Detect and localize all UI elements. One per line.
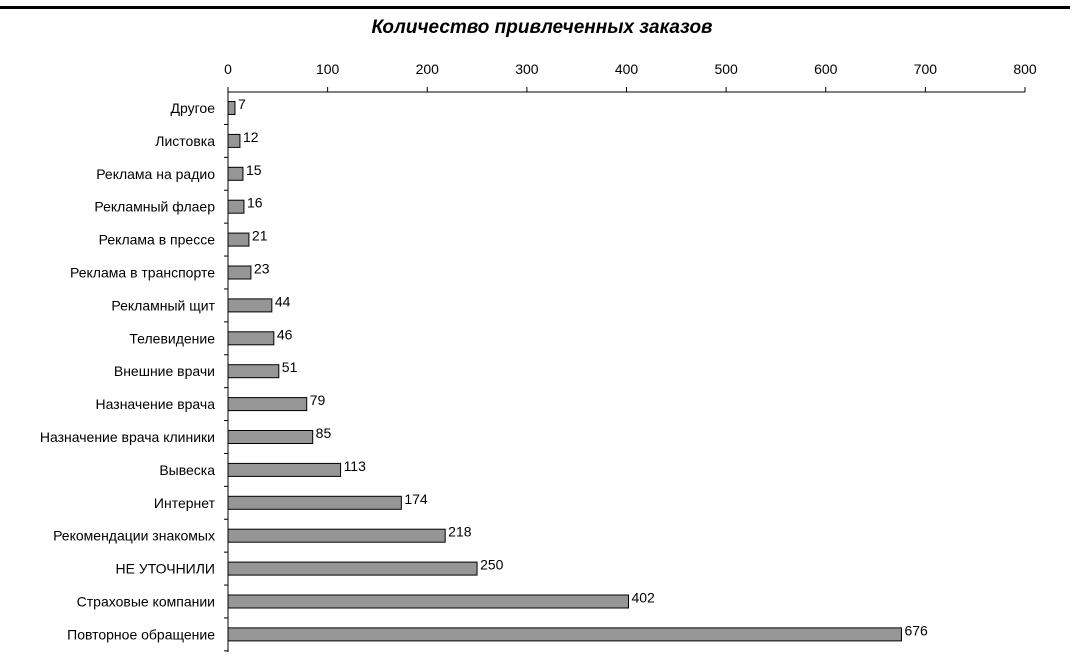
bar [228,628,901,641]
bar [228,299,272,312]
category-label: Страховые компании [76,593,215,610]
data-label: 12 [242,128,259,145]
bar [228,200,244,213]
x-tick-label: 0 [224,61,232,77]
data-label: 44 [274,293,291,310]
category-label: Вывеска [159,461,215,478]
data-label: 46 [276,326,293,343]
data-label: 51 [281,359,298,376]
category-label: Реклама в прессе [98,231,215,248]
bar [228,167,243,180]
data-label: 23 [253,260,270,277]
category-label: Назначение врача клиники [39,429,215,445]
category-label: Внешние врачи [113,363,215,380]
category-label: Листовка [155,132,215,149]
data-label: 676 [904,622,928,639]
bar [228,102,235,115]
bar [228,332,274,345]
x-tick-label: 500 [714,61,738,77]
x-tick-label: 400 [614,61,639,77]
category-label: Назначение врача [95,396,215,413]
category-label: НЕ УТОЧНИЛИ [115,560,215,577]
data-label: 16 [246,194,263,211]
x-tick-label: 100 [315,61,340,77]
category-label: Другое [170,100,215,116]
category-label: Телевидение [129,330,215,347]
data-label: 15 [245,161,262,178]
bar [228,431,313,444]
data-label: 218 [448,523,472,540]
bar [228,463,341,476]
data-label: 174 [404,490,428,507]
data-label: 402 [631,589,655,606]
data-label: 21 [251,227,268,244]
x-tick-label: 600 [814,61,838,77]
data-label: 85 [315,425,332,441]
bar [228,266,251,279]
data-label: 113 [343,457,366,474]
category-label: Повторное обращение [67,626,215,643]
bar [228,233,249,246]
bars-layer [40,96,928,642]
data-label: 7 [237,96,246,112]
x-tick-label: 200 [415,61,439,77]
category-label: Реклама в транспорте [70,264,215,281]
bar [228,134,240,147]
bar [228,496,401,509]
bar [228,562,477,575]
x-tick-label: 300 [515,61,539,77]
category-label: Рекомендации знакомых [53,527,215,544]
category-label: Рекламный щит [111,297,215,314]
category-label: Интернет [153,494,215,511]
data-label: 250 [480,556,504,573]
category-label: Рекламный флаер [94,198,215,215]
chart-title: Количество привлеченных заказов [371,17,713,38]
bar [228,365,279,378]
x-tick-label: 700 [913,61,938,77]
bar [228,595,628,608]
data-label: 79 [309,392,326,409]
category-label: Реклама на радио [96,165,215,182]
bar [228,529,445,542]
bar [228,398,307,411]
x-tick-label: 800 [1013,61,1037,77]
